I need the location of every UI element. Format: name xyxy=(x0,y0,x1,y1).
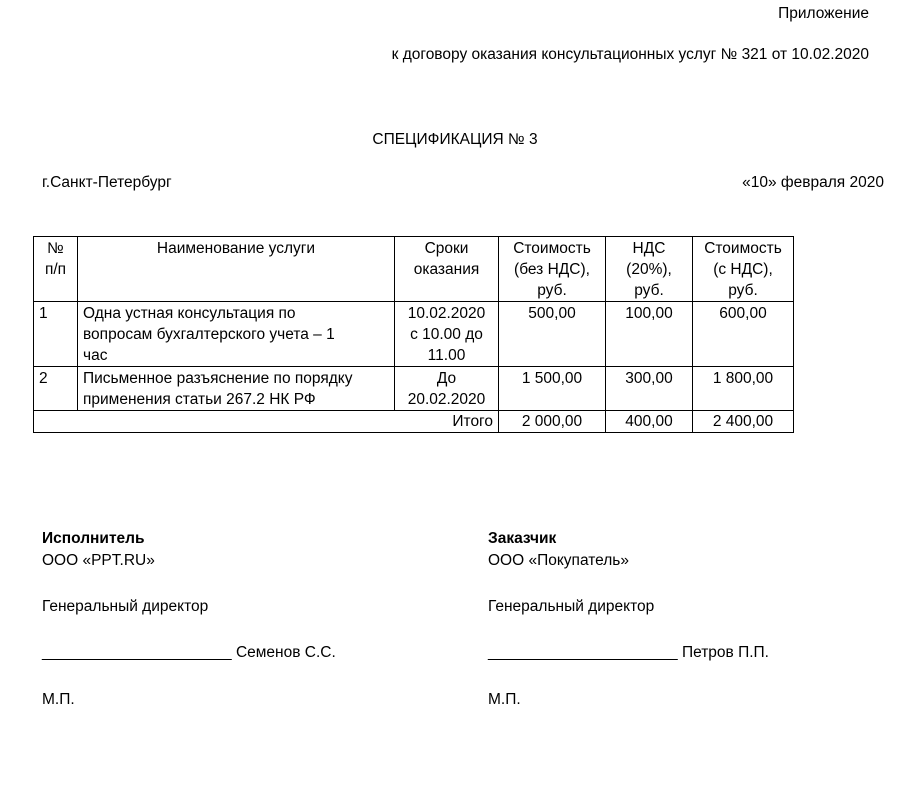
customer-stamp-mark: М.П. xyxy=(488,691,521,708)
customer-position: Генеральный директор xyxy=(488,598,655,615)
service-term-line: с 10.00 до xyxy=(410,326,483,343)
header-cost-line: руб. xyxy=(537,282,567,299)
document-date: «10» февраля 2020 xyxy=(742,174,884,191)
vat-amount: 100,00 xyxy=(606,302,693,367)
header-vat-line: (20%), xyxy=(626,261,672,278)
row-number: 2 xyxy=(34,367,78,411)
service-term-line: До xyxy=(436,370,457,387)
service-term-line: 11.00 xyxy=(427,347,466,364)
header-cost-no-vat xyxy=(499,237,606,302)
header-service-name-line: Наименование услуги xyxy=(156,240,316,257)
vat-amount: 300,00 xyxy=(606,367,693,411)
specification-title: СПЕЦИФИКАЦИЯ № 3 xyxy=(372,131,538,148)
header-vat-line: НДС xyxy=(632,240,666,257)
row-number: 1 xyxy=(34,302,78,367)
contract-reference: к договору оказания консультационных услуг № 321 от 10.02.2020 xyxy=(391,46,869,63)
header-term-line: Сроки xyxy=(424,240,469,257)
service-name-line: час xyxy=(83,347,108,364)
service-name xyxy=(78,367,395,411)
service-term-line: 20.02.2020 xyxy=(407,391,486,408)
header-vat-line: руб. xyxy=(634,282,664,299)
customer-organization: ООО «Покупатель» xyxy=(488,552,630,569)
service-name-line: вопросам бухгалтерского учета – 1 xyxy=(83,326,335,343)
header-number xyxy=(34,237,78,302)
executor-position: Генеральный директор xyxy=(42,598,209,615)
city: г.Санкт-Петербург xyxy=(42,174,172,191)
executor-organization: ООО «PPT.RU» xyxy=(42,552,155,569)
header-vat xyxy=(606,237,693,302)
header-total-line: (с НДС), xyxy=(713,261,773,278)
header-term-line: оказания xyxy=(413,261,480,278)
totals-cost-with-vat: 2 400,00 xyxy=(693,411,794,433)
totals-row xyxy=(34,411,794,433)
header-total-line: руб. xyxy=(728,282,758,299)
header-total-line: Стоимость xyxy=(704,240,782,257)
service-name-line: применения статьи 267.2 НК РФ xyxy=(83,391,316,408)
customer-role: Заказчик xyxy=(488,530,557,547)
service-term-line: 10.02.2020 xyxy=(407,305,486,322)
customer-signature-line: ______________________ Петров П.П. xyxy=(488,644,769,661)
header-term xyxy=(395,237,499,302)
service-name xyxy=(78,302,395,367)
table-row xyxy=(34,367,794,411)
header-cost-with-vat xyxy=(693,237,794,302)
header-cost-line: (без НДС), xyxy=(514,261,590,278)
cost-no-vat: 500,00 xyxy=(499,302,606,367)
cost-with-vat: 1 800,00 xyxy=(693,367,794,411)
service-name-line: Письменное разъяснение по порядку xyxy=(83,370,353,387)
totals-vat: 400,00 xyxy=(606,411,693,433)
customer-signature-block xyxy=(488,528,848,711)
totals-label: Итого xyxy=(34,411,499,433)
header-number-line: п/п xyxy=(44,261,67,278)
service-term xyxy=(395,302,499,367)
executor-signature-line: ______________________ Семенов С.С. xyxy=(42,644,336,661)
header-service-name xyxy=(78,237,395,302)
appendix-title: Приложение xyxy=(778,5,869,22)
executor-signature-block xyxy=(42,528,402,711)
header-cost-line: Стоимость xyxy=(513,240,591,257)
totals-cost-no-vat: 2 000,00 xyxy=(499,411,606,433)
cost-no-vat: 1 500,00 xyxy=(499,367,606,411)
table-row xyxy=(34,302,794,367)
table-header-row xyxy=(34,237,794,302)
service-term xyxy=(395,367,499,411)
cost-with-vat: 600,00 xyxy=(693,302,794,367)
service-name-line: Одна устная консультация по xyxy=(83,305,296,322)
executor-stamp-mark: М.П. xyxy=(42,691,75,708)
executor-role: Исполнитель xyxy=(42,530,145,547)
services-table xyxy=(33,236,794,433)
header-number-line: № xyxy=(47,240,64,257)
